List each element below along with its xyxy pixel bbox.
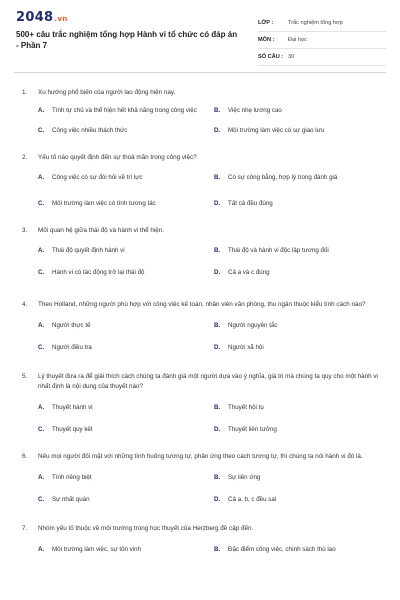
question-stem bbox=[22, 372, 386, 392]
question-text: Mối quan hệ giữa thái độ và hành vi thể hiện. bbox=[38, 227, 165, 234]
option-text: Thuyết liên tưởng bbox=[228, 426, 277, 433]
question-text: Nếu mọi người đối mặt với những tình huống tương tự, phản ứng theo cách tương tự, thì chúng ta nói hành vi đó là. bbox=[38, 453, 363, 460]
document-header bbox=[0, 0, 400, 62]
option-letter: A. bbox=[38, 174, 45, 181]
option-letter: B. bbox=[214, 404, 221, 411]
option-text: Tính riêng biệt bbox=[52, 474, 92, 481]
question-stem bbox=[22, 226, 386, 236]
question-number: 6. bbox=[22, 453, 28, 460]
option-b[interactable] bbox=[214, 473, 386, 482]
option-text: Công việc có sự đòi hỏi về trí lực bbox=[52, 174, 143, 181]
option-letter: D. bbox=[214, 200, 221, 207]
option-text: Công việc nhiều thách thức bbox=[52, 127, 128, 134]
option-a[interactable] bbox=[38, 173, 210, 182]
option-letter: D. bbox=[214, 127, 221, 134]
answer-options bbox=[38, 321, 386, 352]
option-text: Môi trường làm việc, sự tôn vinh bbox=[52, 546, 142, 553]
option-text: Cả a và c đúng bbox=[228, 269, 270, 276]
option-text: Đặc điểm công việc, chính sách thù lao bbox=[228, 546, 336, 553]
answer-options bbox=[38, 403, 386, 434]
option-d[interactable] bbox=[214, 495, 386, 504]
question-stem bbox=[22, 88, 386, 98]
logo-text: 2048 bbox=[16, 10, 54, 25]
answer-options bbox=[38, 473, 386, 504]
option-letter: C. bbox=[38, 200, 45, 207]
question-text: Theo Holland, những người phù hợp với công việc kế toán, nhân viên văn phòng, thu ngân thuộc kiểu tính cách nào? bbox=[38, 301, 366, 308]
option-d[interactable] bbox=[214, 126, 386, 135]
option-text: Tất cả đều đúng bbox=[228, 200, 273, 207]
option-letter: B. bbox=[214, 174, 221, 181]
option-d[interactable] bbox=[214, 268, 386, 277]
option-text: Cả a, b, c đều sai bbox=[228, 496, 277, 503]
option-b[interactable] bbox=[214, 403, 386, 412]
site-logo[interactable] bbox=[16, 10, 246, 27]
option-text: Sự nhất quán bbox=[52, 496, 90, 503]
meta-row-subject bbox=[258, 32, 386, 49]
option-a[interactable] bbox=[38, 545, 210, 554]
question-list bbox=[0, 88, 400, 554]
meta-key: MÔN : bbox=[258, 37, 275, 43]
option-letter: C. bbox=[38, 344, 45, 351]
option-text: Thuyết hành vi bbox=[52, 404, 93, 411]
option-letter: B. bbox=[214, 474, 221, 481]
answer-options bbox=[38, 246, 386, 277]
question-number: 5. bbox=[22, 373, 28, 380]
question-number: 4. bbox=[22, 301, 28, 308]
option-text: Người thực tế bbox=[52, 322, 91, 329]
question-stem bbox=[22, 524, 386, 534]
header-divider bbox=[14, 72, 386, 73]
option-b[interactable] bbox=[214, 106, 386, 115]
question-number: 2. bbox=[22, 154, 28, 161]
meta-value: 30 bbox=[288, 54, 295, 60]
option-text: Người điều tra bbox=[52, 344, 92, 351]
answer-options bbox=[38, 106, 386, 135]
option-text: Người nguyên tắc bbox=[228, 322, 278, 329]
option-a[interactable] bbox=[38, 473, 210, 482]
meta-key: LỚP : bbox=[258, 20, 274, 26]
option-c[interactable] bbox=[38, 495, 210, 504]
question-number: 7. bbox=[22, 525, 28, 532]
option-letter: A. bbox=[38, 322, 45, 329]
question-stem bbox=[22, 153, 386, 163]
question-text: Nhóm yếu tố thuộc về môi trường trong học thuyết của Herzberg đề cập đến. bbox=[38, 525, 254, 532]
option-letter: A. bbox=[38, 247, 45, 254]
option-letter: C. bbox=[38, 496, 45, 503]
option-letter: B. bbox=[214, 546, 221, 553]
option-letter: C. bbox=[38, 426, 45, 433]
option-text: Hành vi có tác động trở lại thái độ bbox=[52, 269, 145, 276]
brand-block bbox=[16, 10, 246, 62]
option-a[interactable] bbox=[38, 321, 210, 330]
meta-value: Trắc nghiệm tổng hợp bbox=[288, 20, 343, 26]
logo-suffix: .vn bbox=[54, 15, 68, 23]
option-letter: D. bbox=[214, 344, 221, 351]
option-b[interactable] bbox=[214, 321, 386, 330]
option-letter: B. bbox=[214, 322, 221, 329]
meta-row-count bbox=[258, 49, 386, 66]
question-number: 3. bbox=[22, 227, 28, 234]
option-letter: C. bbox=[38, 127, 45, 134]
question-7 bbox=[22, 524, 386, 554]
meta-key: SỐ CÂU : bbox=[258, 54, 284, 60]
option-c[interactable] bbox=[38, 268, 210, 277]
option-text: Môi trường làm việc có sự giao lưu bbox=[228, 127, 325, 134]
option-letter: B. bbox=[214, 247, 221, 254]
option-letter: C. bbox=[38, 269, 45, 276]
option-a[interactable] bbox=[38, 246, 210, 255]
question-text: Yếu tố nào quyết định đến sự thoả mãn trong công việc? bbox=[38, 154, 197, 161]
question-3 bbox=[22, 226, 386, 277]
answer-options bbox=[38, 545, 386, 554]
option-text: Sự liên ứng bbox=[228, 474, 261, 481]
option-text: Thái độ quyết định hành vi bbox=[52, 247, 125, 254]
option-d[interactable] bbox=[214, 425, 386, 434]
question-6 bbox=[22, 452, 386, 504]
question-4 bbox=[22, 300, 386, 352]
question-2 bbox=[22, 153, 386, 208]
option-letter: A. bbox=[38, 107, 45, 114]
option-d[interactable] bbox=[214, 199, 386, 208]
question-5 bbox=[22, 372, 386, 434]
option-text: Thái độ và hành vi độc lập tương đối bbox=[228, 247, 329, 254]
option-c[interactable] bbox=[38, 199, 210, 208]
meta-row-class bbox=[258, 15, 386, 32]
question-stem bbox=[22, 452, 386, 462]
option-a[interactable] bbox=[38, 403, 210, 412]
option-c[interactable] bbox=[38, 343, 210, 352]
option-letter: B. bbox=[214, 107, 221, 114]
option-letter: D. bbox=[214, 426, 221, 433]
question-text: Xu hướng phổ biến của người lao động hiện nay. bbox=[38, 89, 176, 96]
option-text: Việc nhẹ lương cao bbox=[228, 107, 282, 114]
option-b[interactable] bbox=[214, 173, 386, 182]
option-letter: D. bbox=[214, 496, 221, 503]
question-stem bbox=[22, 300, 386, 310]
option-text: Thuyết quy kết bbox=[52, 426, 93, 433]
option-text: Môi trường làm việc có tính tương tác bbox=[52, 200, 156, 207]
option-letter: A. bbox=[38, 546, 45, 553]
option-b[interactable] bbox=[214, 545, 386, 554]
option-c[interactable] bbox=[38, 126, 210, 135]
question-1 bbox=[22, 88, 386, 135]
option-a[interactable] bbox=[38, 106, 210, 115]
answer-options bbox=[38, 173, 386, 208]
option-d[interactable] bbox=[214, 343, 386, 352]
option-b[interactable] bbox=[214, 246, 386, 255]
option-c[interactable] bbox=[38, 425, 210, 434]
option-letter: A. bbox=[38, 404, 45, 411]
meta-value: Đại học bbox=[288, 37, 307, 43]
option-letter: D. bbox=[214, 269, 221, 276]
option-text: Thuyết hội tụ bbox=[228, 404, 264, 411]
question-text: Lý thuyết đưa ra để giải thích cách chúng ta đánh giá một người dựa vào ý nghĩa, giá trị mà chúng ta quy cho một hành vi nhất định là nội dung của thuyết nào? bbox=[38, 373, 378, 390]
option-letter: A. bbox=[38, 474, 45, 481]
option-text: Có sự công bằng, hợp lý trong đánh giá bbox=[228, 174, 338, 181]
question-number: 1. bbox=[22, 89, 28, 96]
document-meta bbox=[258, 15, 386, 62]
document-title: 500+ câu trắc nghiệm tổng hợp Hành vi tổ chức có đáp án - Phần 7 bbox=[16, 30, 238, 50]
option-text: Tính tự chủ và thể hiện hết khả năng trong công việc bbox=[52, 107, 197, 114]
option-text: Người xã hội bbox=[228, 344, 264, 351]
